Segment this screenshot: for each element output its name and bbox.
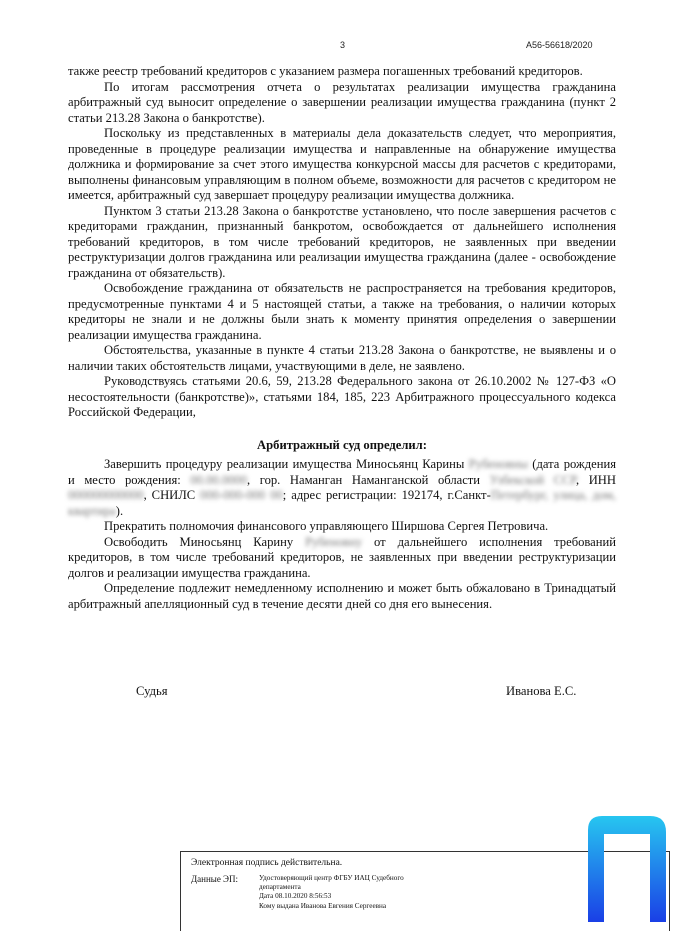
redacted-text: Петербург, улица, дом, квартира bbox=[68, 488, 616, 518]
ruling-text: Завершить процедуру реализации имущества Миносьянц Карины bbox=[104, 457, 465, 471]
page-header bbox=[0, 40, 678, 54]
redacted-text: Узбекской ССР bbox=[489, 472, 576, 487]
judge-role: Судья bbox=[136, 684, 168, 698]
redacted-text: Рубеновну bbox=[305, 534, 363, 549]
paragraph: также реестр требований кредиторов с указанием размера погашенных требований кредиторов. bbox=[68, 64, 583, 78]
ruling-paragraph: Определение подлежит немедленному исполнению и может быть обжаловано в Тринадцатый арбитражный апелляционный суд в течение десяти дней со дня его вынесения. bbox=[68, 581, 616, 611]
ruling-text: ; адрес регистрации: 192174, г.Санкт- bbox=[282, 488, 491, 502]
document-body bbox=[68, 64, 616, 612]
ruling-paragraph: Прекратить полномочия финансового управляющего Ширшова Сергея Петровича. bbox=[104, 519, 549, 533]
esignature-line: Удостоверяющий центр ФГБУ ИАЦ Судебного bbox=[259, 874, 404, 882]
esignature-line: департамента bbox=[259, 883, 301, 892]
ruling-text: , ИНН bbox=[575, 472, 616, 487]
ruling-paragraph bbox=[68, 535, 616, 582]
ruling-text: (дата рождения и место рождения: bbox=[68, 457, 617, 487]
ruling-heading: Арбитражный суд определил: bbox=[257, 437, 427, 452]
page-number: 3 bbox=[340, 40, 346, 50]
redacted-text: 000000000000 bbox=[68, 488, 144, 502]
case-number: А56-56618/2020 bbox=[526, 40, 593, 50]
ruling-text: от дальнейшего исполнения требований кредиторов, в том числе требований кредиторов, не заявленных при введении реструктуризации долгов и реализации имущества гражданина. bbox=[68, 534, 616, 580]
pravo-logo-icon bbox=[582, 812, 670, 922]
paragraph: Руководствуясь статьями 20.6, 59, 213.28 Федерального закона от 26.10.2002 № 127-ФЗ «О несостоятельности (банкротстве)», статьями 184, 185, 223 Арбитражного процессуального кодекса Российской Федерации, bbox=[68, 374, 616, 419]
esignature-details bbox=[259, 874, 404, 911]
paragraph: Поскольку из представленных в материалы дела доказательств следует, что мероприятия, проведенные в процедуре реализации имущества и направленные на обнаружение имущества должника и формирование за счет этого имущества конкурсной массы для расчетов с кредиторами, выполнены финансовым управляющим в полном объеме, возможности для расчетов с кредитором не имеется, арбитражный суд завершает процедуру реализации имущества должника. bbox=[68, 126, 616, 202]
ruling-text: , СНИЛС bbox=[143, 488, 196, 502]
esignature-line: Дата 08.10.2020 8:56:53 bbox=[259, 892, 332, 901]
ruling-text: ). bbox=[115, 503, 124, 518]
ruling-text: Освободить Миносьянц Карину bbox=[104, 534, 294, 549]
ruling-text: , гор. Наманган Наманганской области bbox=[247, 472, 481, 487]
paragraph: Пунктом 3 статьи 213.28 Закона о банкротстве установлено, что после завершения расчетов с кредиторами гражданин, признанный банкротом, освобождается от дальнейшего исполнения требований кредиторов, в том числе требований кредиторов, не заявленных при введении реструктуризации долгов гражданина или реализации имущества гражданина (далее - освобождение гражданина от обязательств). bbox=[68, 203, 616, 280]
judge-name: Иванова Е.С. bbox=[506, 684, 577, 698]
ruling-paragraph bbox=[68, 457, 616, 519]
paragraph: Обстоятельства, указанные в пункте 4 статьи 213.28 Закона о банкротстве, не выявлены и о наличии таких обстоятельств лицами, участвующими в деле, не заявлено. bbox=[68, 343, 616, 373]
esignature-line: Кому выдана Иванова Евгения Сергеевна bbox=[259, 901, 387, 910]
redacted-text: 000-000-000 00 bbox=[200, 488, 283, 502]
esignature-valid: Электронная подпись действительна. bbox=[191, 858, 343, 868]
paragraph: Освобождение гражданина от обязательств не распространяется на требования кредиторов, предусмотренные пунктами 4 и 5 настоящей статьи, а также на требования, о наличии которых кредиторы не знали и не должны были знать к моменту принятия определения о завершении реализации имущества гражданина. bbox=[68, 281, 616, 342]
paragraph: По итогам рассмотрения отчета о результатах реализации имущества гражданина арбитражный суд выносит определение о завершении реализации имущества гражданина (пункт 2 статьи 213.28 Закона о банкротстве). bbox=[68, 79, 616, 125]
redacted-text: 00.00.0000 bbox=[190, 472, 247, 487]
esignature-label: Данные ЭП: bbox=[191, 874, 238, 884]
redacted-text: Рубеновны bbox=[468, 457, 528, 471]
